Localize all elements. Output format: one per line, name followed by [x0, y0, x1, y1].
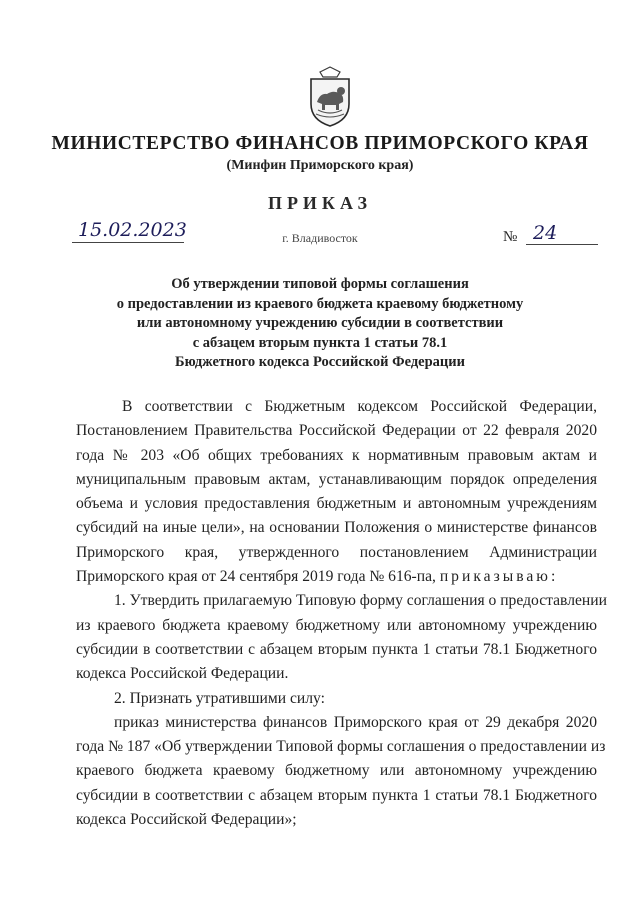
document-city: г. Владивосток	[282, 231, 358, 245]
body-line: кодекса Российской Федерации»;	[76, 811, 297, 829]
document-number: 24	[533, 222, 558, 244]
body-line: В соответствии с Бюджетным кодексом Российской Федерации,	[122, 398, 597, 415]
body-line: муниципальным правовым актам, устанавливающим порядок определения	[76, 470, 597, 488]
title-line: о предоставлении из краевого бюджета краевому бюджетному	[116, 295, 524, 312]
title-line: Об утверждении типовой формы соглашения	[171, 276, 469, 292]
body-line: Постановлением Правительства Российской Федерации от 22 февраля 2020	[76, 422, 597, 440]
body-line-order	[76, 565, 597, 589]
document-date: 15.02.2023	[78, 219, 187, 241]
body-line: 1. Утвердить прилагаемую Типовую форму соглашения о предоставлении	[114, 592, 607, 610]
body-line: субсидии в соответствии с абзацем вторым пункта 1 статьи 78.1 Бюджетного	[76, 786, 597, 804]
order-colon: :	[550, 568, 556, 586]
body-line: года № 203 «Об общих требованиях к нормативным правовым актам и	[76, 446, 597, 464]
body-line: года № 187 «Об утверждении Типовой формы соглашения о предоставлении из	[76, 738, 606, 756]
coat-of-arms-icon	[306, 66, 354, 128]
number-underline	[526, 244, 598, 245]
body-line: приказ министерства финансов Приморского края от 29 декабря 2020	[114, 713, 597, 731]
body-line: Приморского края, утвержденного постановлением Администрации	[76, 543, 597, 561]
document-type: ПРИКАЗ	[267, 193, 373, 213]
document-title	[60, 275, 580, 373]
title-line: Бюджетного кодекса Российской Федерации	[174, 354, 465, 370]
body-line: объема и условия предоставления бюджетным и автономным учреждениям	[76, 495, 597, 513]
title-line: с абзацем вторым пункта 1 статьи 78.1	[192, 334, 448, 351]
ministry-short-name: (Минфин Приморского края)	[226, 158, 414, 173]
ministry-name: МИНИСТЕРСТВО ФИНАНСОВ ПРИМОРСКОГО КРАЯ	[51, 133, 589, 154]
body-line: субсидии в соответствии с абзацем вторым пункта 1 статьи 78.1 Бюджетного	[76, 640, 597, 658]
body-line: кодекса Российской Федерации.	[76, 665, 289, 683]
number-label: №	[503, 229, 518, 245]
document-body	[76, 395, 607, 832]
body-line: 2. Признать утратившими силу:	[114, 689, 325, 707]
body-line: субсидий на иные цели», на основании Положения о министерстве финансов	[76, 519, 597, 537]
body-line-text: Приморского края от 24 сентября 2019 года № 616-па,	[76, 568, 436, 586]
body-line: из краевого бюджета краевому бюджетному или автономному учреждению	[76, 616, 597, 634]
order-word: приказываю	[439, 568, 551, 586]
body-line: краевого бюджета краевому бюджетному или автономному учреждению	[76, 762, 597, 780]
title-line: или автономному учреждению субсидии в соответствии	[136, 315, 504, 331]
